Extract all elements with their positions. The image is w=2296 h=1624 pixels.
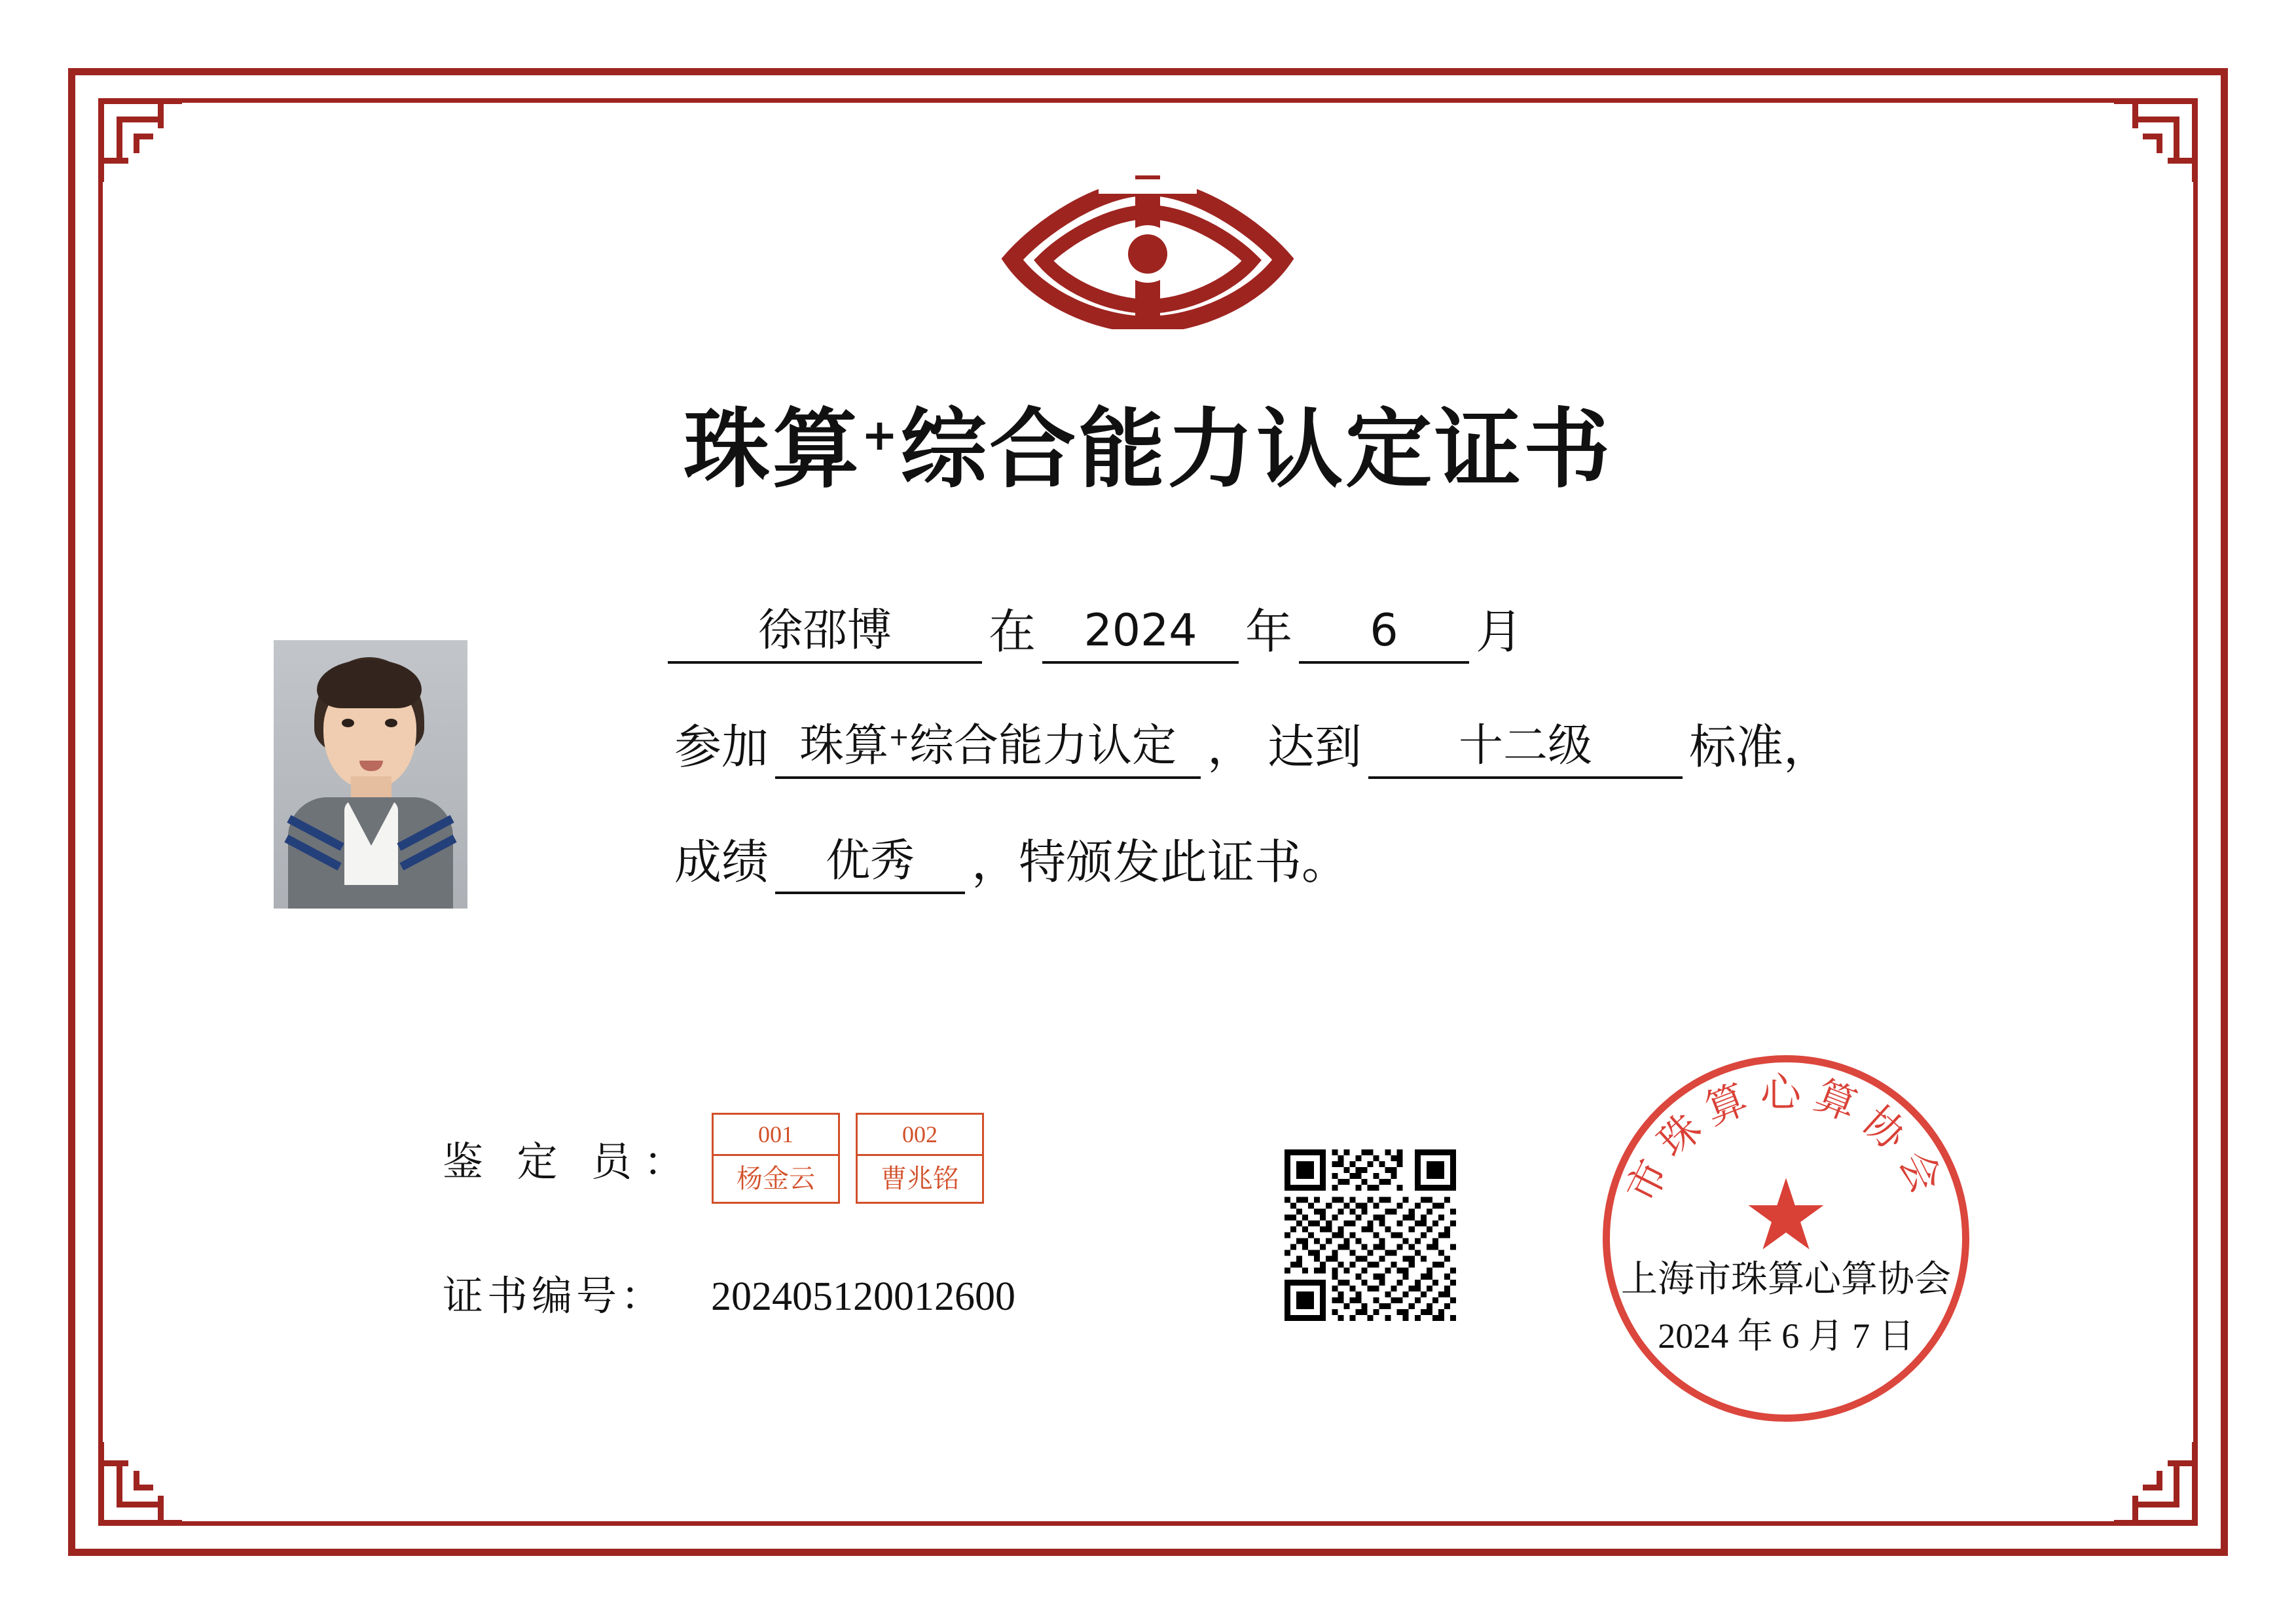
certificate-number-value: 202405120012600 [711,1274,1016,1319]
label-reach: 达到 [1267,721,1362,774]
label-comma: ， [1207,721,1255,774]
exam-name-rest: 综合能力认定 [909,720,1176,772]
label-at: 在 [989,606,1036,659]
student-name-field: 徐邵博 [668,609,982,664]
candidate-photo [274,640,467,909]
examiner-stamp-1 [712,1113,840,1204]
examiner-label: 鉴 定 员： [443,1140,697,1185]
label-year-unit: 年 [1245,606,1293,659]
corner-ornament-top-right [2097,68,2228,199]
verification-qr-code[interactable] [1285,1149,1456,1321]
level-field: 十二级 [1368,724,1683,779]
official-seal [1603,1055,1969,1422]
line-score [668,835,2128,894]
certificate-title [0,380,2296,504]
label-join: 参加 [674,721,769,774]
abacus-association-logo-icon [1000,175,1295,329]
seal-star-icon: ★ [1741,1162,1831,1271]
month-field: 6 [1299,609,1469,664]
label-month-unit: 月 [1476,606,1523,659]
corner-ornament-bottom-left [68,1425,199,1556]
exam-name-superscript: + [888,722,909,751]
examiner-stamp-2-number: 002 [858,1115,982,1156]
exam-name-main: 珠算 [799,720,889,772]
examiner-stamp-2 [856,1113,984,1204]
examiner-row [443,1113,984,1204]
seal-organization: 上海市珠算心算协会 [1621,1259,1951,1300]
score-field: 优秀 [775,839,965,894]
corner-ornament-top-left [68,68,199,199]
label-score: 成绩 [674,837,769,889]
title-rest: 综合能力认定证书 [900,399,1613,500]
examiner-stamp-1-name: 杨金云 [737,1164,816,1194]
label-score-tail: ，特颁发此证书。 [972,837,1349,889]
examiner-stamp-2-name: 曹兆铭 [881,1164,960,1194]
title-main: 珠算 [683,399,862,500]
label-standard: 标准， [1689,721,1831,774]
certificate-body [668,605,2128,954]
examiner-stamp-1-number: 001 [714,1115,838,1156]
seal-arc-label: 市珠算心算协会 [1616,1068,1956,1210]
certificate-number-row [443,1263,1015,1322]
year-field: 2024 [1042,609,1239,664]
certificate-number-label: 证书编号： [443,1274,666,1319]
exam-name-field [775,720,1201,779]
line-exam-level [668,720,2128,779]
line-name-date [668,605,2128,664]
title-superscript: + [861,410,901,460]
seal-date: 2024 年 6 月 7 日 [1658,1316,1914,1356]
corner-ornament-bottom-right [2097,1425,2228,1556]
